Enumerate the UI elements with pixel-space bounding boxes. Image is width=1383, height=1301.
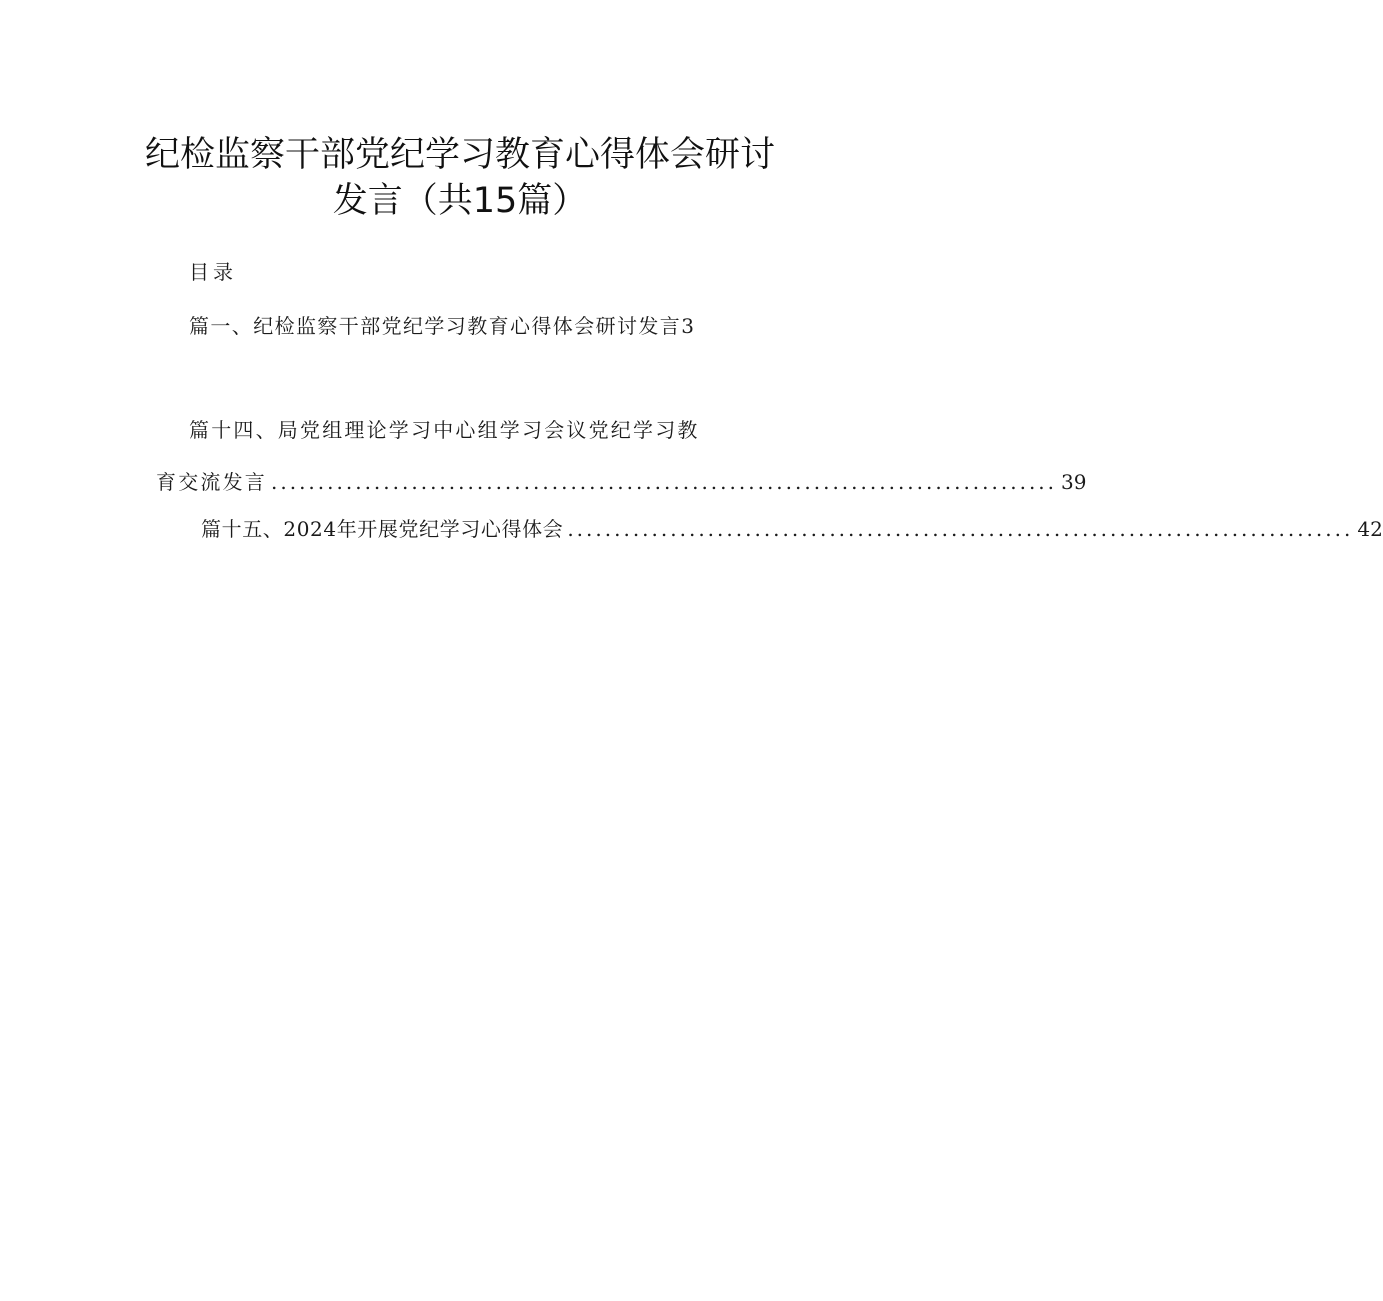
toc-entry-15[interactable] bbox=[201, 515, 1383, 543]
document-title-line-1: 纪检监察干部党纪学习教育心得体会研讨 bbox=[144, 135, 775, 175]
toc-dot-leader: .................................................................................... bbox=[567, 517, 1354, 541]
toc-entry-14-page: 39 bbox=[1061, 470, 1087, 494]
document-title-line-2: 发言（共15篇） bbox=[332, 181, 588, 221]
toc-entry-15-text: 篇十五、2024年开展党纪学习心得体会 bbox=[201, 517, 564, 541]
toc-dot-leader: .................................................................................... bbox=[271, 470, 1058, 494]
toc-entry-1[interactable]: 篇一、纪检监察干部党纪学习教育心得体会研讨发言3 bbox=[189, 314, 696, 338]
toc-entry-14-text: 育交流发言 bbox=[156, 470, 267, 494]
toc-heading: 目录 bbox=[189, 260, 237, 284]
toc-entry-14-line-1[interactable]: 篇十四、局党组理论学习中心组学习会议党纪学习教 bbox=[189, 418, 700, 442]
toc-entry-15-page: 42 bbox=[1357, 517, 1383, 541]
toc-entry-14-line-2[interactable] bbox=[156, 468, 1087, 496]
